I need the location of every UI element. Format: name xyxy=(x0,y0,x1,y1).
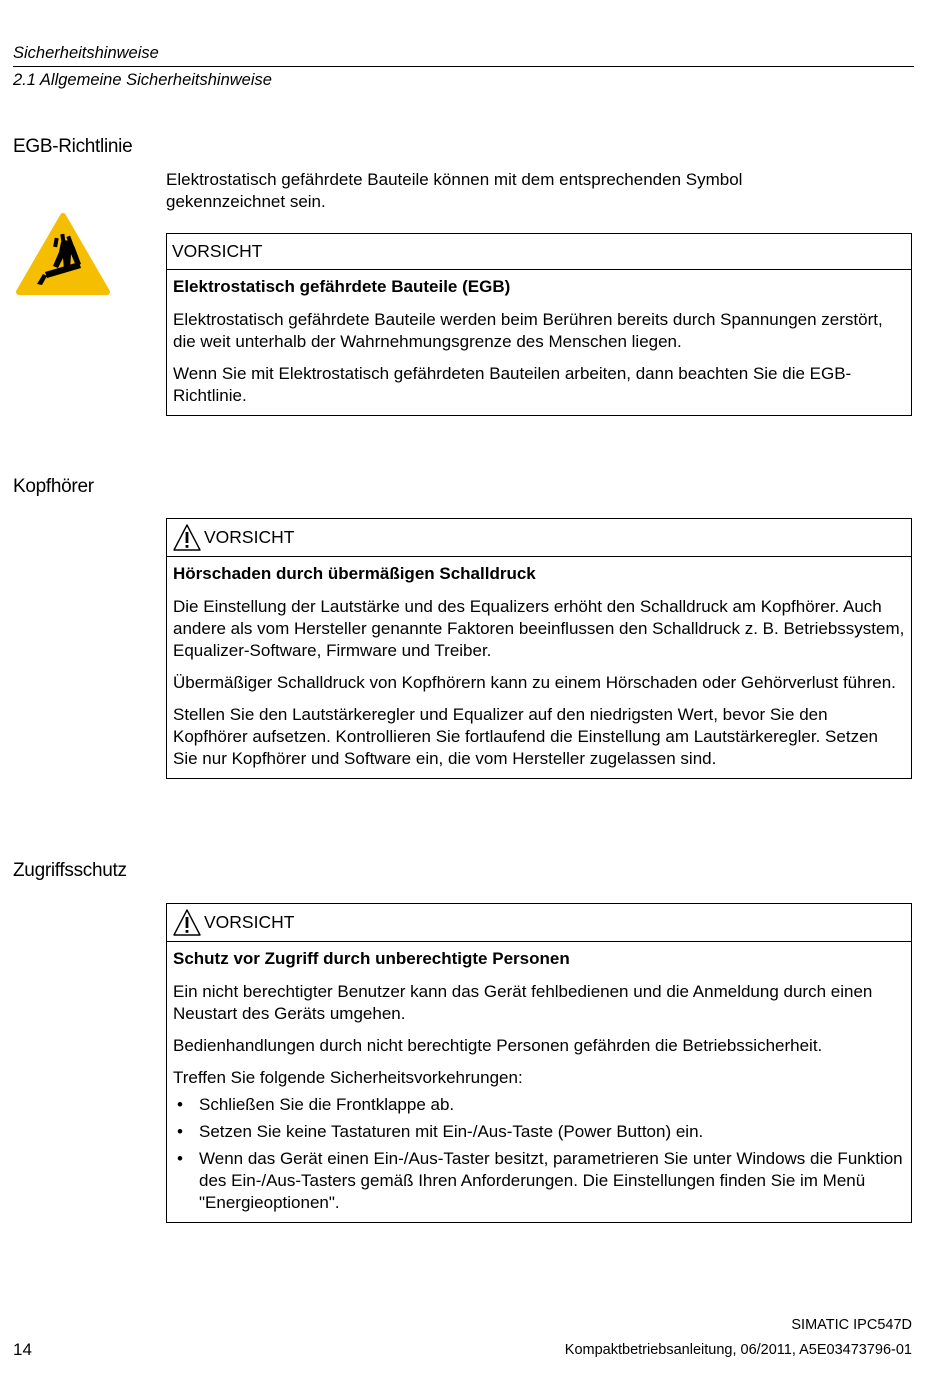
caution-box-title: Schutz vor Zugriff durch unberechtigte Personen xyxy=(173,949,570,968)
section-heading-zugriff: Zugriffsschutz xyxy=(13,860,127,881)
signal-word: VORSICHT xyxy=(204,912,295,932)
caution-paragraph: Ein nicht berechtigter Benutzer kann das Gerät fehlbedienen und die Anmeldung durch einen Neustart des Geräts umgehen. xyxy=(173,982,873,1023)
section-heading-kopfhoerer: Kopfhörer xyxy=(13,476,94,497)
caution-paragraph: Treffen Sie folgende Sicherheitsvorkehrungen: xyxy=(173,1068,523,1087)
caution-box-title: Elektrostatisch gefährdete Bauteile (EGB) xyxy=(173,277,511,296)
precaution-list xyxy=(173,1094,905,1214)
caution-box-header xyxy=(167,904,911,942)
caution-paragraph: Bedienhandlungen durch nicht berechtigte Personen gefährden die Betriebssicherheit. xyxy=(173,1036,823,1055)
warning-triangle-icon xyxy=(172,908,202,938)
signal-word: VORSICHT xyxy=(172,241,263,261)
warning-triangle-icon xyxy=(172,523,202,553)
list-item: • Setzen Sie keine Tastaturen mit Ein-/Aus-Taste (Power Button) ein. xyxy=(173,1121,905,1143)
caution-box-header xyxy=(167,519,911,557)
caution-box-egb xyxy=(166,233,912,416)
caution-paragraph: Übermäßiger Schalldruck von Kopfhörern kann zu einem Hörschaden oder Gehörverlust führen. xyxy=(173,673,896,692)
caution-paragraph: Elektrostatisch gefährdete Bauteile werden beim Berühren bereits durch Spannungen zerstört, die weit unterhalb der Wahrnehmungsgrenze des Menschen liegen. xyxy=(173,310,883,351)
caution-paragraph: Die Einstellung der Lautstärke und des Equalizers erhöht den Schalldruck am Kopfhörer. Auch andere als vom Hersteller genannte Faktoren beeinflussen den Schalldruck z. B. Betriebssystem, Equalizer-Software, Firmware und Treiber. xyxy=(173,597,905,660)
header-rule xyxy=(13,66,914,67)
caution-box-title: Hörschaden durch übermäßigen Schalldruck xyxy=(173,564,536,583)
caution-paragraph: Stellen Sie den Lautstärkeregler und Equalizer auf den niedrigsten Wert, bevor Sie den Kopfhörer aufsetzen. Kontrollieren Sie fortlaufend die Einstellung am Lautstärkeregler. Setzen Sie nur Kopfhörer und Software ein, die vom Hersteller zugelassen sind. xyxy=(173,705,878,768)
esd-warning-icon xyxy=(15,212,111,296)
list-item: • Schließen Sie die Frontklappe ab. xyxy=(173,1094,905,1116)
caution-box-zugriff xyxy=(166,903,912,1223)
caution-box-header xyxy=(167,234,911,270)
header-chapter: Sicherheitshinweise xyxy=(13,44,159,62)
caution-box-kopfhoerer xyxy=(166,518,912,779)
header-section: 2.1 Allgemeine Sicherheitshinweise xyxy=(13,71,272,89)
footer-doc-ref: Kompaktbetriebsanleitung, 06/2011, A5E03473796-01 xyxy=(564,1342,912,1358)
list-item: • Wenn das Gerät einen Ein-/Aus-Taster besitzt, parametrieren Sie unter Windows die Funktion des Ein-/Aus-Tasters gemäß Ihren Anforderungen. Die Einstellungen finden Sie im Menü "Energieoptionen". xyxy=(173,1148,905,1214)
section-heading-egb: EGB-Richtlinie xyxy=(13,136,133,157)
signal-word: VORSICHT xyxy=(204,527,295,547)
egb-intro-text: Elektrostatisch gefährdete Bauteile können mit dem entsprechenden Symbol gekennzeichnet sein. xyxy=(166,170,743,211)
caution-paragraph: Wenn Sie mit Elektrostatisch gefährdeten Bauteilen arbeiten, dann beachten Sie die EGB-Richtlinie. xyxy=(173,364,852,405)
page-number: 14 xyxy=(13,1340,32,1359)
footer-product: SIMATIC IPC547D xyxy=(791,1317,912,1333)
